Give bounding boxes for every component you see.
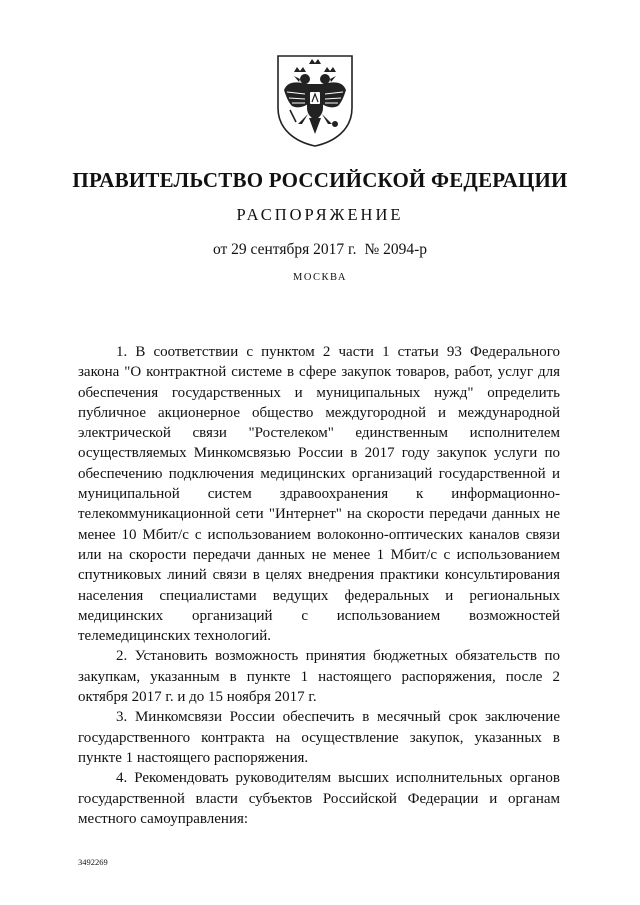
document-number: № 2094-р	[364, 241, 428, 258]
paragraph-1: 1. В соответствии с пунктом 2 части 1 статьи 93 Федерального закона "О контрактной системе в сфере закупок товаров, работ, услуг для обеспечения государственных и муниципальных нужд" определить публичное акционерное общество междугородной и международной электрической связи "Ростелеком" единственным исполнителем осуществляемых Минкомсвязью России в 2017 году закупок услуги по обеспечению подключения медицинских организаций государственной и муниципальной систем здравоохранения к информационно-телекоммуникационной сети "Интернет" на скорости передачи данных не менее 10 Мбит/с с использованием волоконно-оптических каналов связи или на скорости передачи данных не менее 1 Мбит/с с использованием спутниковых линий связи в целях внедрения практики консультирования населения специалистами ведущих федеральных и региональных медицинских организаций с использованием возможностей телемедицинских технологий.	[78, 344, 560, 645]
document-body	[78, 342, 560, 829]
document-code: 3492269	[78, 857, 108, 867]
government-title: ПРАВИТЕЛЬСТВО РОССИЙСКОЙ ФЕДЕРАЦИИ	[72, 168, 568, 192]
city: МОСКВА	[293, 272, 347, 283]
document-type: РАСПОРЯЖЕНИЕ	[236, 205, 404, 224]
date-number-line	[0, 241, 640, 259]
coat-of-arms-icon	[272, 52, 358, 148]
document-date: от 29 сентября 2017 г.	[212, 241, 357, 258]
paragraph-3: 3. Минкомсвязи России обеспечить в месячный срок заключение государственного контракта на осуществление закупок, указанных в пункте 1 настоящего распоряжения.	[78, 709, 560, 766]
paragraph-2: 2. Установить возможность принятия бюджетных обязательств по закупкам, указанным в пункте 1 настоящего распоряжения, после 2 октября 2017 г. и до 15 ноября 2017 г.	[78, 648, 560, 706]
paragraph-4: 4. Рекомендовать руководителям высших исполнительных органов государственной власти субъектов Российской Федерации и органам местного самоуправления:	[78, 770, 560, 827]
